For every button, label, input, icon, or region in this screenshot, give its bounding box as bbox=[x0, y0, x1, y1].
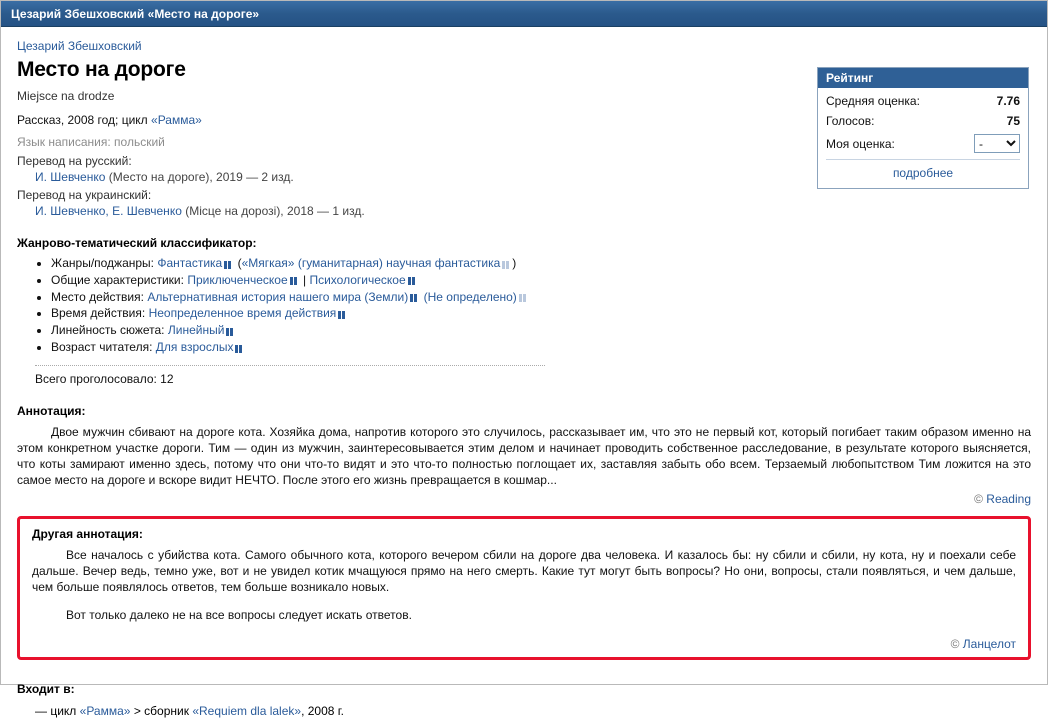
annotation-credit-link[interactable]: Reading bbox=[986, 491, 1031, 506]
other-annotation-heading: Другая аннотация: bbox=[32, 526, 143, 541]
rating-more bbox=[826, 164, 1020, 184]
classifier-separator: ( bbox=[237, 256, 242, 270]
window-titlebar bbox=[1, 1, 1047, 27]
rating-bars-icon bbox=[408, 274, 416, 288]
rating-votes-label: Голосов: bbox=[826, 114, 875, 128]
other-annotation-paragraph-2: Вот только далеко не на все вопросы следует искать ответов. bbox=[66, 607, 412, 622]
classifier-separator: | bbox=[303, 272, 307, 287]
rating-average-value: 7.76 bbox=[996, 94, 1020, 108]
enters-in-year: , 2008 г. bbox=[301, 703, 345, 718]
rating-bars-icon bbox=[224, 257, 232, 271]
other-annotation-credit-link[interactable]: Ланцелот bbox=[962, 636, 1016, 651]
classifier-value-link[interactable]: Для взрослых bbox=[155, 340, 234, 355]
classifier-label: Возраст читателя: bbox=[51, 340, 153, 355]
rating-heading: Рейтинг bbox=[818, 68, 1028, 88]
page-content bbox=[1, 27, 1047, 718]
language-line: Язык написания: польский bbox=[17, 135, 165, 149]
enters-in-cycle-label: цикл bbox=[50, 703, 77, 718]
translator-link-uk[interactable]: И. Шевченко, Е. Шевченко bbox=[35, 204, 182, 218]
rating-body bbox=[818, 88, 1028, 188]
rating-bars-icon bbox=[235, 341, 243, 355]
translation-ru-row bbox=[35, 170, 807, 184]
classifier-item bbox=[51, 256, 1031, 271]
window-title: Цезарий Збешховский «Место на дороге» bbox=[11, 6, 260, 21]
translation-ru-title: (Место на дороге), 2019 bbox=[108, 170, 243, 184]
translation-uk-editions: — 1 изд. bbox=[317, 204, 365, 218]
classifier-item bbox=[51, 290, 1031, 305]
work-meta bbox=[17, 113, 807, 127]
classifier-total-votes: Всего проголосовало: 12 bbox=[35, 371, 174, 386]
classifier-value-link[interactable]: (Не определено) bbox=[423, 289, 517, 304]
annotation-heading: Аннотация: bbox=[17, 403, 86, 418]
classifier-item bbox=[51, 273, 1031, 288]
my-rating-select[interactable] bbox=[974, 134, 1020, 153]
rating-bars-icon bbox=[290, 274, 298, 288]
rating-average-label: Средняя оценка: bbox=[826, 94, 920, 108]
copyright-icon: © bbox=[974, 491, 983, 506]
rating-box bbox=[817, 67, 1029, 189]
author-link[interactable]: Цезарий Збешховский bbox=[17, 39, 142, 53]
enters-in-dash: — bbox=[35, 703, 47, 718]
copyright-icon: © bbox=[950, 636, 960, 651]
rating-my-label: Моя оценка: bbox=[826, 136, 895, 151]
translation-uk-heading: Перевод на украинский: bbox=[17, 188, 152, 202]
other-annotation-box bbox=[17, 516, 1031, 660]
enters-in-heading: Входит в: bbox=[17, 681, 75, 696]
classifier-label: Время действия: bbox=[51, 306, 146, 321]
enters-in-arrow: > bbox=[133, 703, 141, 718]
rating-votes-value: 75 bbox=[1006, 114, 1020, 128]
rating-my-row bbox=[826, 134, 1020, 153]
annotation-credit bbox=[17, 492, 1031, 506]
classifier-value-link[interactable]: «Мягкая» (гуманитарная) научная фантастика bbox=[241, 256, 501, 270]
cycle-link[interactable]: «Рамма» bbox=[151, 113, 202, 127]
work-meta-text: Рассказ, 2008 год; цикл bbox=[17, 113, 152, 127]
classifier-heading: Жанрово-тематический классификатор: bbox=[17, 236, 257, 250]
rating-bars-icon bbox=[410, 290, 418, 304]
translation-ru-editions: — 2 изд. bbox=[246, 170, 294, 184]
translation-ru-heading: Перевод на русский: bbox=[17, 154, 132, 168]
other-annotation-paragraph-1: Все началось с убийства кота. Самого обычного кота, которого вечером сбили на дороге два человека. И казалось бы: ну сбили и сбили, ну кота, ну и поехали себе дальше. Вечер ведь, темно уже, вот и не увидел котик мчащуюся прямо на него смерть. Какие тут могут быть вопросы? Но они, вопросы, стали появляться, и чем дальше, чем больше появлялось ответов, тем больше возникало новых. bbox=[32, 547, 1016, 594]
enters-in-cycle-link[interactable]: «Рамма» bbox=[79, 703, 131, 718]
classifier-value-link[interactable]: Линейный bbox=[167, 323, 225, 338]
enters-in-collection-label: сборник bbox=[144, 703, 189, 718]
enters-in-collection-link[interactable]: «Requiem dla lalek» bbox=[192, 703, 302, 718]
annotation-text: Двое мужчин сбивают на дороге кота. Хозяйка дома, напротив которого это случилось, рассказывает им, что это не первый кот, который погибает таким образом именно на этом конкретном участке дороги. Тим — один из мужчин, заинтересовывается этим делом и начинает проводить собственное расследование, в результате которого выясняется, что коты замирают именно здесь, потому что они что-то видят и это что-то полностью поглощает их, заставляя забыть обо всем. Терзаемый любопытством Тим ложится на это самое место на дороге и вскоре видит НЕЧТО. После этого его жизнь превращается в кошмар... bbox=[17, 424, 1031, 487]
classifier-value-link[interactable]: Психологическое bbox=[309, 272, 406, 287]
classifier-item bbox=[51, 340, 1031, 355]
classifier-label: Место действия: bbox=[51, 289, 144, 304]
work-header bbox=[17, 39, 807, 218]
translator-link-ru[interactable]: И. Шевченко bbox=[35, 170, 106, 184]
work-title: Место на дороге bbox=[17, 58, 186, 81]
enters-in-row bbox=[35, 704, 1031, 718]
rating-votes-row bbox=[826, 114, 1020, 128]
classifier-divider bbox=[35, 365, 545, 366]
translation-uk-title: (Місце на дорозі), 2018 bbox=[185, 204, 314, 218]
classifier-list bbox=[17, 256, 1031, 355]
classifier-label: Линейность сюжета: bbox=[51, 323, 165, 338]
rating-divider bbox=[826, 159, 1020, 160]
classifier-value-link[interactable]: Фантастика bbox=[157, 256, 223, 270]
classifier-item bbox=[51, 323, 1031, 338]
classifier-label: Общие характеристики: bbox=[51, 272, 184, 287]
classifier-label: Жанры/поджанры: bbox=[51, 256, 155, 270]
translation-uk-row bbox=[35, 204, 807, 218]
other-annotation-credit bbox=[32, 637, 1016, 651]
original-title: Miejsce na drodze bbox=[17, 89, 115, 103]
rating-details-link[interactable]: подробнее bbox=[892, 166, 954, 180]
rating-average-row bbox=[826, 94, 1020, 108]
classifier-separator: ) bbox=[512, 256, 517, 270]
classifier-value-link[interactable]: Неопределенное время действия bbox=[148, 306, 337, 321]
classifier-value-link[interactable]: Альтернативная история нашего мира (Земли) bbox=[147, 289, 409, 304]
rating-bars-icon bbox=[226, 324, 234, 338]
classifier-item bbox=[51, 306, 1031, 321]
classifier-value-link[interactable]: Приключенческое bbox=[187, 272, 288, 287]
rating-bars-icon bbox=[519, 290, 527, 304]
rating-bars-icon bbox=[338, 307, 346, 321]
rating-bars-icon bbox=[502, 257, 510, 271]
